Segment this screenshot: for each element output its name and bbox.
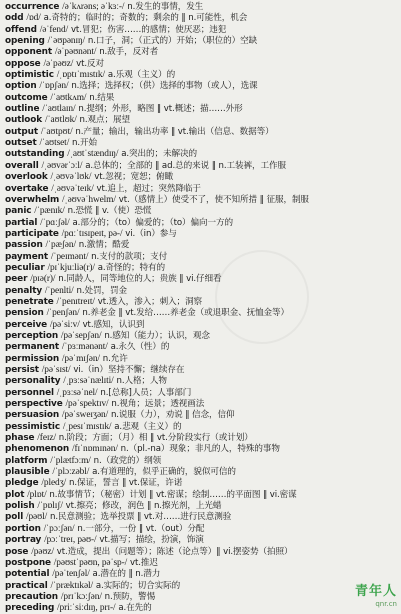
entry-definition: n.故事情节；（秘密）计划 ‖ vt.密谋；绘制……的平面图 ‖ vi.密谋 [49,489,297,500]
entry-definition: n.敌手，反对者 [99,47,159,58]
entry-headword: platform [5,455,48,466]
entry-phonetic: /pɪə(r)/ [30,274,56,285]
dictionary-entry [5,262,397,273]
dictionary-entry [5,114,397,125]
dictionary-entry [5,375,397,386]
dictionary-entry [5,296,397,307]
entry-headword: perspective [5,399,63,410]
entry-definition: vt.擦亮；修改，润色 ‖ n.擦光剂，上光蜡 [65,501,222,512]
entry-definition: vt.反对 [76,58,104,69]
entry-headword: preceding [5,603,55,614]
entry-headword: poll [5,512,24,523]
entry-headword: perception [5,330,59,341]
entry-definition: a.部分的；（to）偏爱的；（to）偏向一方的 [72,217,233,228]
dictionary-entry [5,183,397,194]
entry-definition: a.实际的；切合实际的 [95,580,181,591]
dictionary-entry [5,103,397,114]
entry-headword: permission [5,353,60,364]
entry-phonetic: /ˈpɔːʃən/ [43,523,75,534]
entry-phonetic: /ˌpɜːsəˈnælɪti/ [63,376,114,387]
entry-definition: n.允许 [102,353,128,364]
entry-phonetic: /priːˈsiːdɪŋ, prɪ-/ [57,603,116,614]
entry-headword: polish [5,501,35,512]
entry-definition: n.[总称]人员；人事部门 [100,387,192,398]
entry-definition: vt.（感情上）使受不了，使不知所措 ‖ 征服，制服 [118,194,309,205]
dictionary-entry [5,194,397,205]
entry-definition: vt.冒犯；伤害……的感情；使厌恶；违犯 [70,24,227,35]
entry-definition: a.突出的；未解决的 [121,149,197,160]
entry-phonetic: /pəˈsiːv/ [49,319,80,330]
entry-definition: a.奇特的；临时的；奇数的；剩余的 ‖ n.可能性，机会 [43,13,248,24]
entry-headword: overwhelm [5,194,60,205]
entry-phonetic: /ˈpræktɪkəl/ [50,580,94,591]
entry-definition: n.结果 [89,92,115,103]
entry-definition: a.潜在的 ‖ n.潜力 [92,569,161,580]
entry-phonetic: /ˌpesɪˈmɪstɪk/ [62,421,112,432]
entry-headword: outset [5,138,37,149]
entry-definition: n.激情；酷爱 [78,240,130,251]
entry-definition: n.民意测验；选举投票 ‖ vt.对……进行民意测验 [50,512,232,523]
dictionary-entry [5,319,397,330]
entry-definition: n.人格；人物 [116,376,167,387]
site-logo [355,586,397,610]
entry-phonetic: /ˈpænɪk/ [34,206,65,217]
entry-headword: overlook [5,172,48,183]
entry-headword: phase [5,433,35,444]
entry-phonetic: /ˌpɜːsəˈnel/ [56,387,98,398]
entry-headword: personnel [5,387,54,398]
entry-definition: n.视角；远景；透视画法 [111,399,205,410]
entry-definition: vt.感知，认识到 [82,319,145,330]
entry-headword: phenomenon [5,444,70,455]
entry-phonetic: /pəˈtenʃəl/ [52,569,90,580]
dictionary-entry [5,148,397,159]
entry-definition: vt.透入，渗入；刺入；洞察 [97,296,203,307]
dictionary-entry [5,546,397,557]
entry-phonetic: /pəˈsweɪʒən/ [61,410,109,421]
entry-headword: overtake [5,183,49,194]
dictionary-entry [5,1,397,12]
entry-phonetic: /ˈaʊtset/ [39,138,70,149]
logo-subtext: qnr.cn [375,600,397,608]
logo-text: 青年人 [354,584,397,599]
entry-headword: potential [5,569,50,580]
entry-headword: oppose [5,58,41,69]
entry-definition: n.阶段；方面；（月）相 ‖ vt.分阶段实行（或计划） [58,433,253,444]
dictionary-entry [5,568,397,579]
entry-phonetic: /ˌɒptɪˈmɪstɪk/ [56,70,105,81]
entry-headword: pledge [5,478,39,489]
entry-headword: penetrate [5,296,54,307]
dictionary-entry [5,35,397,46]
entry-headword: precaution [5,591,59,602]
entry-definition: vi.（in）参与 [125,228,177,239]
entry-headword: optimistic [5,70,54,81]
dictionary-entry [5,217,397,228]
entry-headword: peculiar [5,262,45,273]
entry-phonetic: /əˈkʌrəns; əˈkɜː-/ [62,2,125,12]
entry-headword: pension [5,308,44,319]
entry-definition: n.（pl.-na）现象；非凡的人，特殊的事物 [120,444,280,455]
entry-headword: persist [5,365,39,375]
dictionary-entry [5,251,397,262]
entry-definition: n.一部分，一份 ‖ vt.（out）分配 [77,523,205,534]
entry-phonetic: /əˈfend/ [39,24,69,35]
entry-definition: n.产量；输出，输出功率 ‖ vt.输出（信息、数据等） [75,126,274,137]
entry-headword: portray [5,535,42,546]
dictionary-entry [5,58,397,69]
entry-headword: partial [5,217,38,228]
entry-phonetic: /pəˈmɪʃən/ [61,353,100,364]
entry-phonetic: /feɪz/ [37,433,56,444]
dictionary-entry [5,443,397,454]
entry-phonetic: /pəˈspektɪv/ [65,399,109,410]
dictionary-entry [5,432,397,443]
dictionary-entry [5,398,397,409]
entry-definition: a.奇怪的；特有的 [97,262,165,273]
entry-definition: n.养老金 ‖ vt.发给……养老金（或退职金、抚恤金等） [82,308,290,319]
dictionary-entry [5,557,397,568]
entry-definition: n.开始 [72,138,97,149]
entry-definition: n.处罚，罚金 [76,285,127,296]
entry-phonetic: /pɔːˈtreɪ, pəʊ-/ [44,535,97,546]
entry-phonetic: /ˈpenlti/ [44,285,74,296]
entry-phonetic: /ˌəʊvəˈlʊk/ [50,172,92,183]
entry-phonetic: /pɑːˈtɪsɪpeɪt, pə-/ [61,228,123,239]
entry-phonetic: /əˈpəʊz/ [43,58,74,69]
entry-phonetic: /ˈpæʃən/ [45,240,76,251]
entry-headword: plausible [5,467,50,478]
entry-phonetic: /ˈpenʃən/ [46,308,80,319]
entry-phonetic: /ˈaʊtlʊk/ [44,115,77,126]
dictionary-entry [5,137,397,148]
dictionary-entry [5,409,397,420]
dictionary-entry [5,387,397,398]
dictionary-entry [5,421,397,432]
dictionary-entry [5,24,397,35]
entry-definition: vt.描写；描绘，扮演，饰演 [99,535,204,546]
entry-phonetic: /pɪˈkjuːliə(r)/ [47,262,95,273]
entry-definition: n.同龄人，同等地位的人；贵族 ‖ vi.仔细看 [58,274,222,285]
entry-phonetic: /ˌəʊvərˈɔːl/ [41,160,83,171]
entry-definition: n.支付的款项；支付 [91,251,168,262]
dictionary-entry [5,69,397,80]
entry-headword: outline [5,104,40,115]
dictionary-entry [5,511,397,522]
entry-headword: plot [5,489,25,500]
dictionary-entry [5,580,397,591]
entry-phonetic: /ˈpenɪtreɪt/ [56,296,95,307]
entry-definition: n.（政党的）纲领 [93,455,162,466]
dictionary-entry [5,534,397,545]
entry-phonetic: /ˈəʊpənɪŋ/ [47,36,86,47]
entry-definition: vt.忽视；宽恕；俯瞰 [94,172,174,183]
dictionary-entry [5,285,397,296]
entry-definition: vi.（in）坚持不懈；继续存在 [73,365,185,375]
entry-phonetic: /ˈaʊtkʌm/ [50,92,87,103]
entry-definition: n.发生的事情，发生 [127,2,204,12]
entry-headword: outlook [5,115,43,126]
entry-headword: opponent [5,47,52,58]
entry-headword: passion [5,240,43,251]
entry-headword: outstanding [5,149,65,160]
entry-phonetic: /ˈaʊtpʊt/ [40,126,73,137]
entry-phonetic: /prɪˈkɔːʃən/ [60,591,102,602]
entry-headword: practical [5,580,48,591]
entry-phonetic: /ˈaʊtlaɪn/ [42,104,76,115]
entry-definition: n.观点；展望 [79,115,130,126]
entry-phonetic: /ˌəʊvəˈhwelm/ [62,194,116,205]
dictionary-entry [5,12,397,23]
entry-phonetic: /ˈpɒlɪʃ/ [37,501,63,512]
entry-phonetic: /ˈpɜːmənənt/ [61,342,108,353]
entry-headword: option [5,81,37,92]
watermark-stamp [215,250,309,344]
entry-definition: a.总体的；全部的 ‖ ad.总的来说 ‖ n.工装裤，工作服 [85,160,286,171]
entry-definition: n.口子，洞；（正式的）开始；（职位的）空缺 [87,36,258,47]
dictionary-entry [5,455,397,466]
entry-headword: pessimistic [5,421,60,432]
entry-phonetic: /ɒd/ [26,13,41,24]
entry-phonetic: /ˈplætfɔːm/ [50,455,91,466]
dictionary-entry [5,523,397,534]
dictionary-entry [5,364,397,375]
entry-definition: n.感知（能力）；认识，观念 [104,330,210,341]
entry-definition: a.有道理的，似乎正确的，貌似可信的 [92,467,236,478]
dictionary-entry [5,160,397,171]
entry-phonetic: /plɒt/ [27,489,47,500]
entry-headword: overall [5,160,39,171]
entry-phonetic: /pledʒ/ [41,478,67,489]
dictionary-entry [5,500,397,511]
dictionary-entry [5,205,397,216]
entry-phonetic: /ˈpeɪmənt/ [50,251,89,262]
dictionary-entry [5,228,397,239]
entry-phonetic: /ˈplɔːzəbl/ [52,467,90,478]
entry-headword: occurrence [5,2,60,12]
entry-headword: persuasion [5,410,60,421]
dictionary-entry [5,307,397,318]
entry-headword: participate [5,228,59,239]
entry-headword: perceive [5,319,48,330]
entry-definition: n.提纲；外形，略图 ‖ vt.概述；描……外形 [78,104,243,115]
dictionary-entry [5,353,397,364]
entry-definition: vt.造成，提出（问题等）；陈述（论点等）‖ vi.摆姿势（拍照） [56,546,293,557]
entry-definition: a.悲观（主义）的 [114,421,182,432]
entry-headword: postpone [5,557,51,568]
entry-phonetic: /ˈɒpʃən/ [39,81,69,92]
dictionary-entry [5,591,397,602]
entry-definition: n.说服（力），劝说 ‖ 信念，信仰 [110,410,235,421]
entry-phonetic: /əˈpəʊnənt/ [54,47,97,58]
entry-phonetic: /ˌaʊtˈstændɪŋ/ [67,149,119,160]
entry-phonetic: /pəʊz/ [31,546,54,557]
entry-phonetic: /pəˈsɪst/ [41,365,71,375]
entry-phonetic: /fɪˈnɒmɪnən/ [71,444,118,455]
dictionary-entry [5,341,397,352]
entry-headword: portion [5,523,41,534]
dictionary-entry [5,171,397,182]
entry-definition: n.选择；选择权；（供）选择的事物（或人），选课 [71,81,258,92]
dictionary-entry [5,46,397,57]
entry-headword: offend [5,24,37,35]
entry-definition: vt.追上，超过；突然降临于 [96,183,201,194]
entry-headword: output [5,126,38,137]
dictionary-entry [5,489,397,500]
entry-definition: n.保证，誓言 ‖ vt.保证，许诺 [69,478,183,489]
entry-headword: opening [5,36,45,47]
entry-headword: personality [5,376,61,387]
dictionary-entry [5,330,397,341]
dictionary-entry [5,80,397,91]
entry-phonetic: /pəʊstˈpəʊn, pəˈsp-/ [53,557,128,568]
entry-headword: panic [5,206,32,217]
dictionary-entry [5,92,397,103]
entry-headword: permanent [5,342,59,353]
entry-definition: a.乐观（主义）的 [107,70,176,81]
entry-phonetic: /pəʊl/ [25,512,48,523]
entry-definition: n.恐慌 ‖ v.（使）恐慌 [67,206,152,217]
entry-definition: vt.推迟 [130,557,158,568]
entry-phonetic: /ˈpɑːʃəl/ [40,217,70,228]
dictionary-entry [5,239,397,250]
entry-definition: n.预防，警惕 [104,591,156,602]
entry-headword: penalty [5,285,43,296]
entry-definition: a.在先的 [118,603,152,614]
entry-phonetic: /pəˈsepʃən/ [60,330,102,341]
dictionary-entry [5,273,397,284]
dictionary-entry [5,477,397,488]
dictionary-entry [5,466,397,477]
entry-headword: pose [5,546,29,557]
entry-headword: outcome [5,92,48,103]
entry-headword: odd [5,13,24,24]
entry-definition: a.永久（性）的 [110,342,170,353]
entry-headword: peer [5,274,28,285]
entry-headword: payment [5,251,48,262]
dictionary-entry [5,126,397,137]
entry-phonetic: /ˌəʊvəˈteɪk/ [51,183,94,194]
